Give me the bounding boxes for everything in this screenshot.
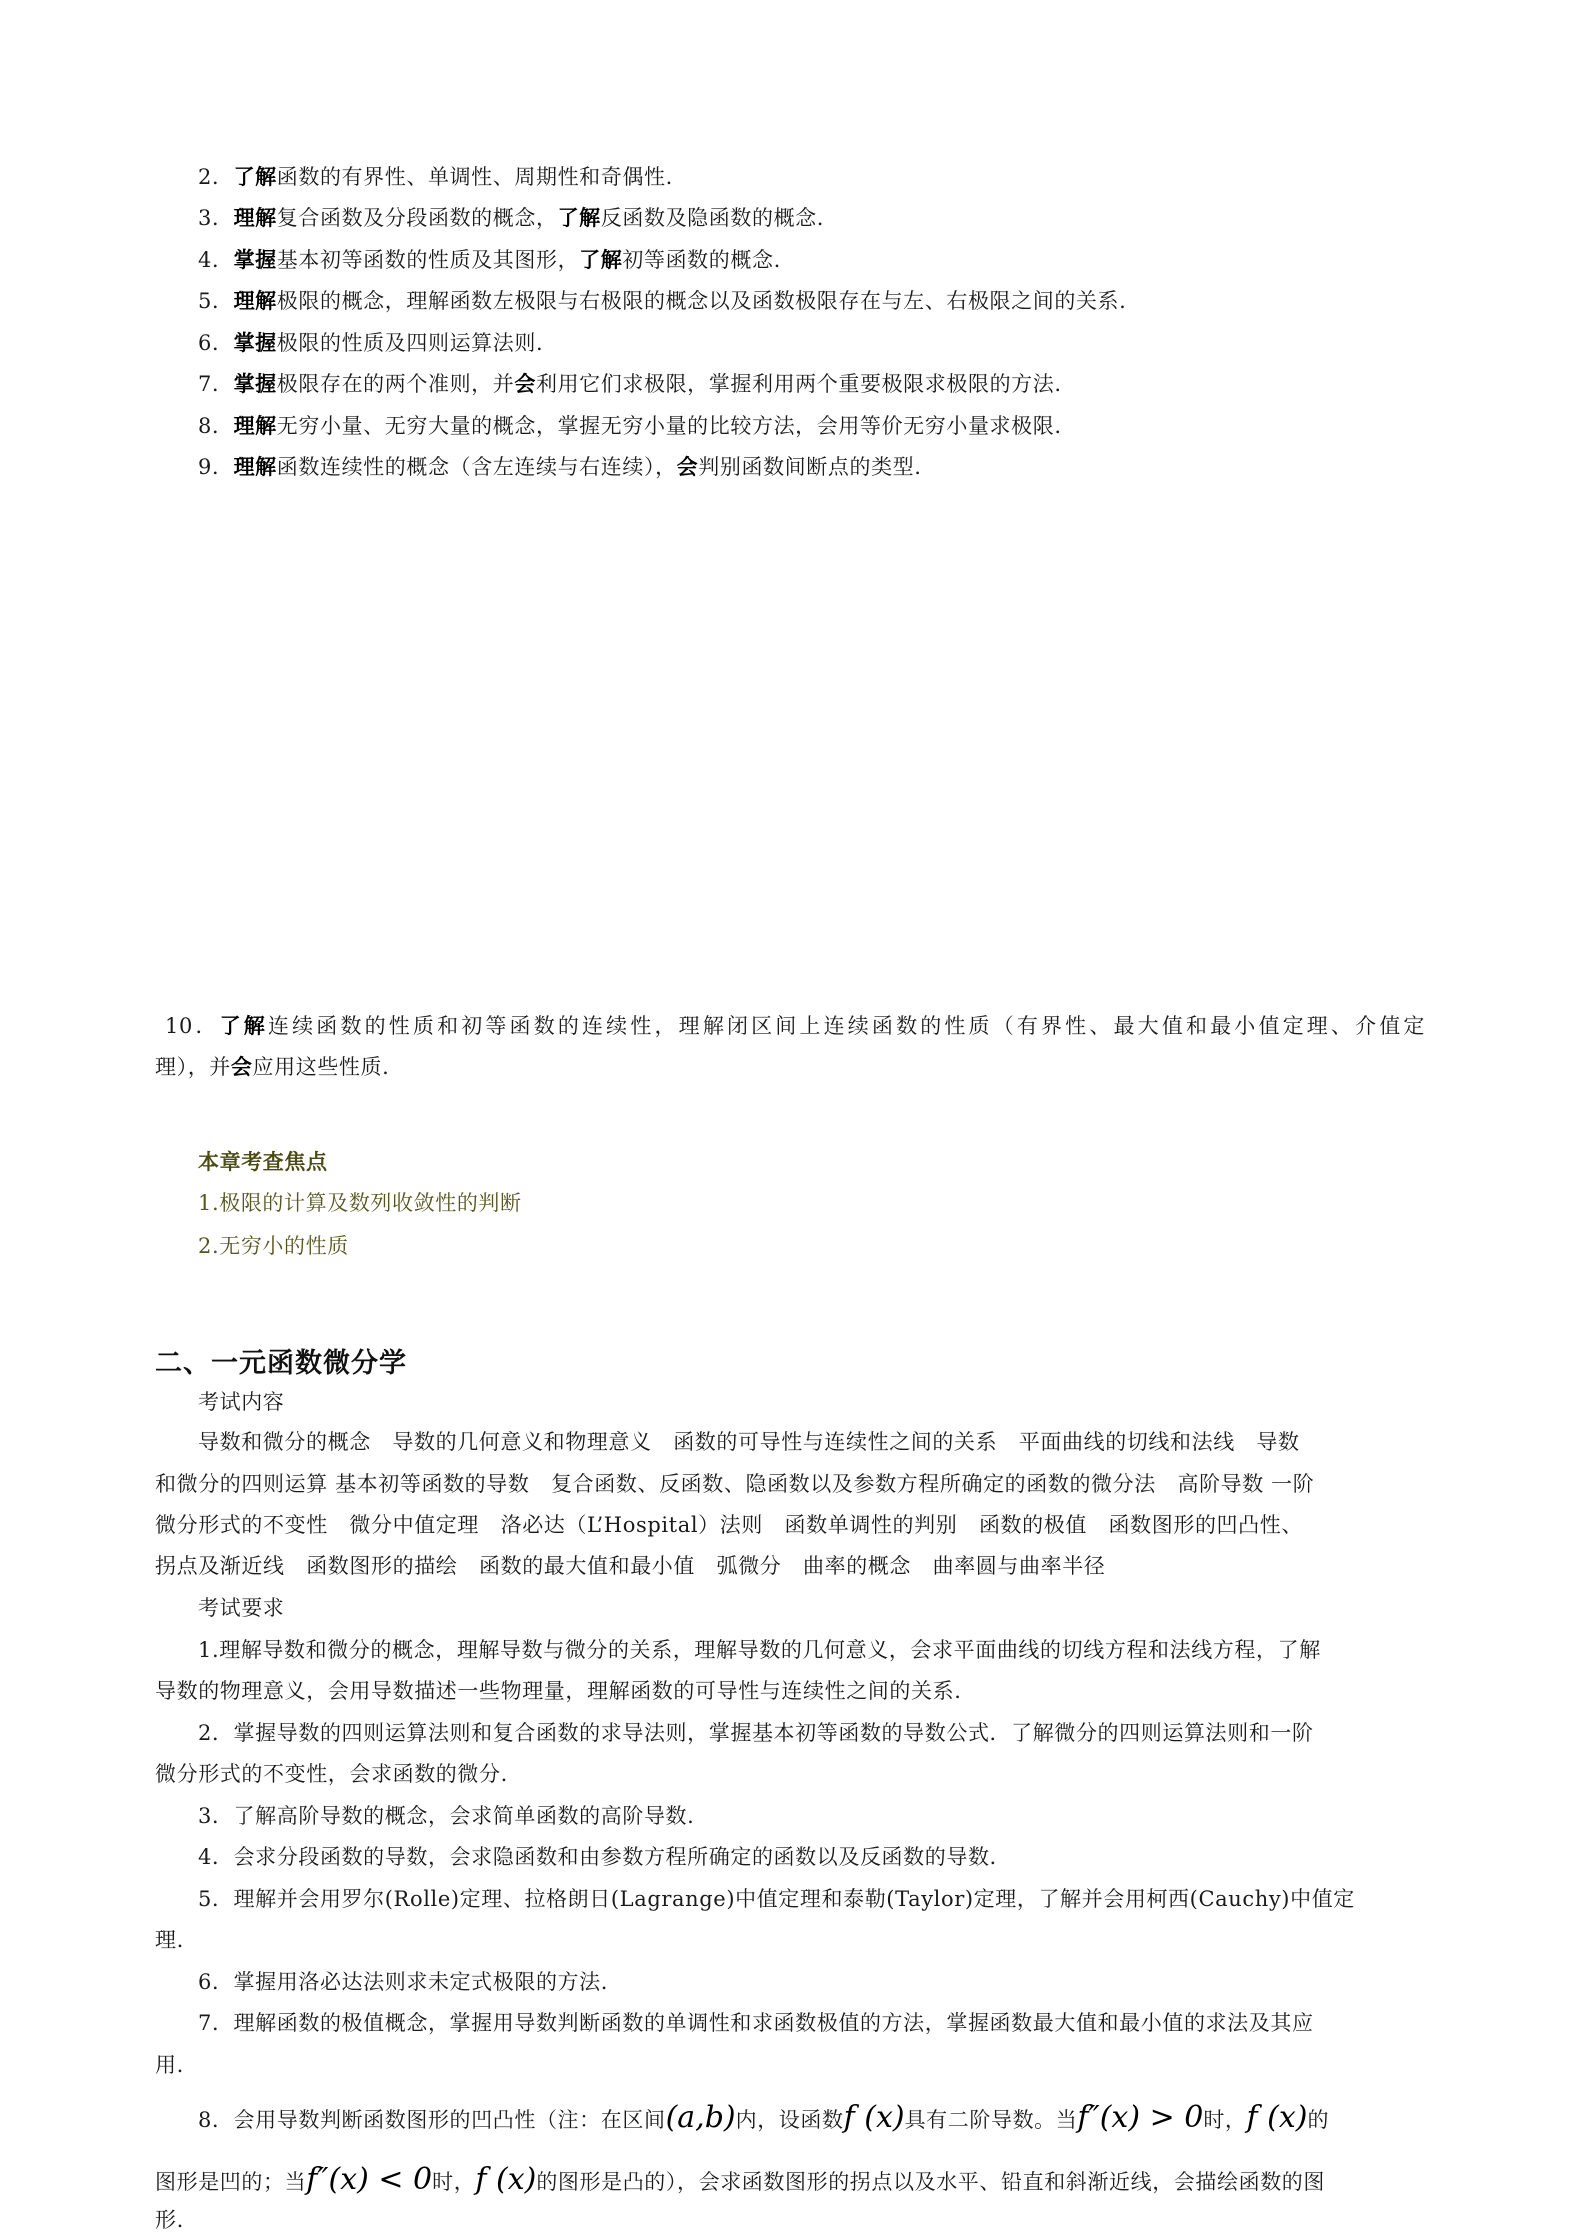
item-text: 极限的性质及四则运算法则. [276,331,544,355]
section1-item [198,249,781,271]
keyword-bold: 掌握 [233,371,277,396]
math-fx: f (x) [843,2100,905,2135]
item-text: 初等函数的概念. [622,248,781,272]
req-line: 5．理解并会用罗尔(Rolle)定理、拉格朗日(Lagrange)中值定理和泰勒(Taylor)定理，了解并会用柯西(Cauchy)中值定 [198,1887,1355,1911]
req-item-8-line3: 形. [155,2208,184,2232]
item-text: 理），并 [155,1055,231,1079]
req-item-8-text: 内，设函数 [735,2108,844,2132]
section1-item [198,166,673,188]
focus1-item: 1.极限的计算及数列收敛性的判断 [198,1191,522,1215]
req-line: 1.理解导数和微分的概念，理解导数与微分的关系，理解导数的几何意义，会求平面曲线的切线方程和法线方程，了解 [198,1638,1321,1662]
req-item-8-text: 的 [1307,2108,1330,2132]
math-fx: f (x) [1246,2100,1308,2135]
keyword-bold: 了解 [233,164,277,189]
exam-content-line: 导数和微分的概念 导数的几何意义和物理意义 函数的可导性与连续性之间的关系 平面曲线的切线和法线 导数 [198,1430,1300,1454]
section1-item [198,207,824,229]
req-item-8-text: 时， [1203,2108,1247,2132]
item-number: 8． [198,414,234,438]
req-line: 微分形式的不变性，会求函数的微分. [155,1762,508,1786]
keyword-bold: 会 [676,454,699,479]
item-text: 函数的有界性、单调性、周期性和奇偶性. [276,165,673,189]
keyword-bold: 了解 [557,205,601,230]
item-number: 2． [198,165,234,189]
keyword-bold: 了解 [579,247,623,272]
req-item-8-text: 的图形是凸的），会求函数图形的拐点以及水平、铅直和斜渐近线，会描绘函数的图 [536,2170,1326,2194]
section1-item-10-line2 [155,1056,389,1078]
item-text: 判别函数间断点的类型. [698,455,922,479]
keyword-bold: 理解 [233,288,277,313]
section1-item [198,415,1062,437]
item-text: 应用这些性质. [252,1055,390,1079]
math-fx: f (x) [475,2162,537,2197]
item-number: 4． [198,248,234,272]
keyword-bold: 掌握 [233,330,277,355]
item-text: 复合函数及分段函数的概念， [276,206,558,230]
section2-heading: 二、一元函数微分学 [155,1348,407,1379]
item-number: 6． [198,331,234,355]
focus1-item: 2.无穷小的性质 [198,1234,349,1258]
item-number: 10． [165,1014,220,1038]
req-item-8-text: 8．会用导数判断函数图形的凹凸性（注：在区间 [198,2108,666,2132]
req-line: 4．会求分段函数的导数，会求隐函数和由参数方程所确定的函数以及反函数的导数. [198,1845,997,1869]
req-line: 2．掌握导数的四则运算法则和复合函数的求导法则，掌握基本初等函数的导数公式．了解微分的四则运算法则和一阶 [198,1721,1314,1745]
exam-content-label: 考试内容 [198,1390,285,1414]
req-item-8-line2 [155,2163,1325,2199]
item-text: 反函数及隐函数的概念. [600,206,825,230]
exam-req-label: 考试要求 [198,1596,285,1620]
keyword-bold: 会 [514,371,536,396]
item-text: 极限存在的两个准则，并 [276,372,515,396]
keyword-bold: 了解 [219,1013,268,1038]
item-text: 无穷小量、无穷大量的概念，掌握无穷小量的比较方法，会用等价无穷小量求极限. [276,414,1062,438]
exam-content-line: 微分形式的不变性 微分中值定理 洛必达（L’Hospital）法则 函数单调性的判别 函数的极值 函数图形的凹凸性、 [155,1513,1303,1537]
item-number: 5． [198,289,234,313]
req-line: 6．掌握用洛必达法则求未定式极限的方法. [198,1970,609,1994]
req-item-8-text: 具有二阶导数。当 [904,2108,1078,2132]
req-item-8-text: 图形是凹的；当 [155,2170,307,2194]
req-line: 用. [155,2053,184,2077]
req-line: 7．理解函数的极值概念，掌握用导数判断函数的单调性和求函数极值的方法，掌握函数最大值和最小值的求法及其应 [198,2011,1314,2035]
item-text: 基本初等函数的性质及其图形， [276,248,580,272]
section1-item [198,456,922,478]
req-item-8-text: 时， [432,2170,476,2194]
keyword-bold: 理解 [233,413,277,438]
req-line: 导数的物理意义，会用导数描述一些物理量，理解函数的可导性与连续性之间的关系. [155,1679,962,1703]
section1-item [198,332,543,354]
section1-item-10-line1 [165,1015,1425,1037]
math-condition-positive: f″(x) > 0 [1077,2100,1204,2135]
keyword-bold: 理解 [233,205,277,230]
keyword-bold: 掌握 [233,247,277,272]
focus1-heading: 本章考查焦点 [198,1149,328,1174]
math-condition-negative: f″(x) < 0 [306,2162,433,2197]
exam-content-line: 拐点及渐近线 函数图形的描绘 函数的最大值和最小值 弧微分 曲率的概念 曲率圆与曲率半径 [155,1554,1106,1578]
section1-item [198,290,1126,312]
section1-item [198,373,1062,395]
req-line: 理. [155,1928,184,1952]
item-text: 极限的概念，理解函数左极限与右极限的概念以及函数极限存在与左、右极限之间的关系. [276,289,1127,313]
item-text: 函数连续性的概念（含左连续与右连续）， [276,455,677,479]
keyword-bold: 理解 [233,454,277,479]
item-number: 3． [198,206,234,230]
item-text: 连续函数的性质和初等函数的连续性，理解闭区间上连续函数的性质（有界性、最大值和最小值定理、介值定 [267,1014,1425,1038]
exam-content-line: 和微分的四则运算 基本初等函数的导数 复合函数、反函数、隐函数以及参数方程所确定的函数的微分法 高阶导数 一阶 [155,1472,1315,1496]
math-interval: (a,b) [665,2100,736,2135]
keyword-bold: 会 [230,1054,253,1079]
item-number: 9． [198,455,234,479]
item-number: 7． [198,372,234,396]
item-text: 利用它们求极限，掌握利用两个重要极限求极限的方法. [535,372,1062,396]
req-item-8-line1 [198,2101,1329,2137]
req-line: 3．了解高阶导数的概念，会求简单函数的高阶导数. [198,1804,695,1828]
